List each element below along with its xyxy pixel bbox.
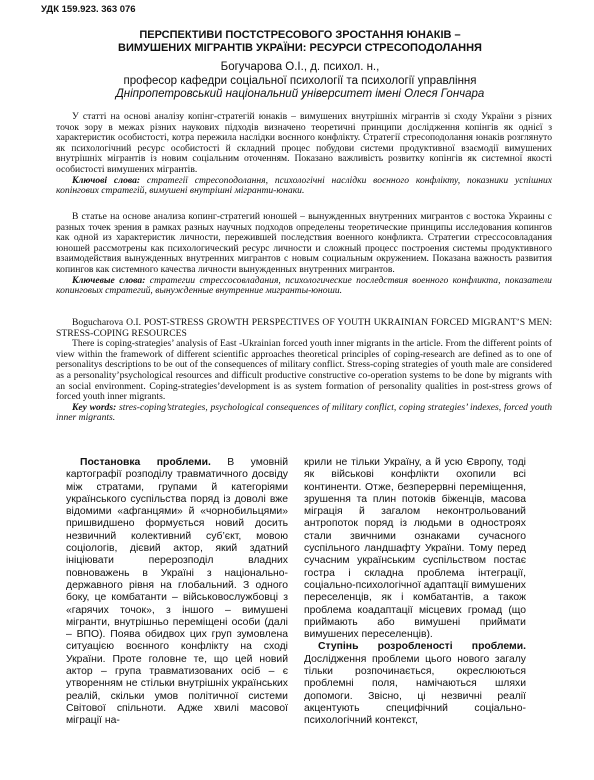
- abstract-english: [56, 318, 552, 424]
- keywords-en: [56, 403, 552, 424]
- abstract-en-text: There is coping-strategies’ analysis of East -Ukrainian forced youth inner migrants in the article. From the different points of view within the framework of different scientific approaches theoretical principles of coping-research are defined as to one of personalitys descriptions to be out of the consequences of military conflict. Stress-coping strategies of youth male are considered as a personality’psychological resources and difficult productive constructive co-operation systems to be done by migrants with an social environment. Coping-strategies’development is as system formation of personality qualities in post-stress grows of forced youth inner migrants.: [56, 338, 552, 403]
- keywords-en-label: Key words:: [72, 401, 117, 413]
- continuation-paragraph: крили не тільки Україну, а й усю Європу, тоді як військові конфлікти охопили всі континенти. Отже, безперервні переміщення, зрушення та плин потоків біженців, масова міграція й загалом неконтрольований антропоток поряд із людьми в одностроях стали звичними ознаками сучасного суспільного ландшафту України. Тому перед сучасним українським суспільством постає гостра і складна проблема інтеграції, соціально-психологічної адаптації вимушених переселенців, як і комбатантів, а також проблема коадаптації місцевих громад (що приймають або вимушені приймати вимушених переселенців).: [304, 457, 526, 641]
- problem-statement-text: В умовній картографії розподілу травматичного досвіду між стратами, групами й категоріями українського суспільства поряд із доволі вже відомими «афганцями» й «чорнобильцями» пришвидшено формується новий досить незвичний колективний суб’єкт, мовою соціологів, дієвий актор, який здатний ініціювати перерозподіл владних повноважень в Україні з національно-державного рівня на глобальний. З одного боку, це комбатанти – військовослужбовці з «гарячих точок», з іншого – вимушені мігранти, внутрішньо переміщені особи (далі – ВПО). Поява обидвох цих груп зумовлена ситуацією воєнного конфлікту на сході України. Проте головне те, що цей новий актор – група травматизованих осіб – є утворенням не стільки внутрішніх українських реалій, скільки умов політичної системи Світової спільноти. Адже хвилі масової міграції на-: [66, 457, 288, 727]
- author-block: [60, 61, 540, 102]
- section-heading-research-degree: Ступінь розробленості проблеми.: [318, 641, 526, 653]
- abstract-ukrainian: [56, 112, 552, 197]
- abstract-uk-text: У статті на основі аналізу копінг-стратегій юнаків – вимушених внутрішніх мігрантів зі сходу України з різних точок зору в межах різних наукових підходів визначено теоретичні принципи дослідження копінгів як однієї з характеристик особистості, котра пережила наслідки воєнного конфлікту. Стратегії стресоподолання юнаків розглянуто як психологічний ресурс особистості й складний процес побудови системи продуктивної взаємодії вимушених внутрішніх мігрантів із новим соціальним оточенням. Показано важливість розвитку копінгів як системної якості особистості вимушених мігрантів.: [56, 111, 552, 175]
- body-column-left: [66, 457, 288, 728]
- keywords-uk-text: стратегії стресоподолання, психологічні наслідки воєнного конфлікту, показники успішних копінгових стратегій, вимушені внутрішні мігранти-юнаки.: [56, 174, 553, 197]
- keywords-ru-label: Ключевые слова:: [72, 274, 146, 286]
- abstract-en-title: Bogucharova O.I. POST-STRESS GROWTH PERSPECTIVES OF YOUTH UKRAINIAN FORCED MIGRANT’S MEN: STRESS-COPING RESOURCES: [56, 317, 552, 339]
- abstract-ru-text: В статье на основе анализа копинг-стратегий юношей – вынужденных внутренних мигрантов с востока Украины с разных точек зрения в рамках разных научных подходов определены теоретические принципы исследования копингов как одной из характеристик личности, пережившей последствия военного конфликта. Стратегии стрессосовладания юношей рассмотрены как психологический ресурс личности и сложный процесс построения системы продуктивного взаимодействия вынужденных внутренних мигрантов с новым социальным окружением. Показана важность развития копингов как системного качества личности вынужденных внутренних мигрантов.: [56, 211, 552, 275]
- keywords-uk-label: Ключові слова:: [72, 174, 141, 186]
- author-position: професор кафедри соціальної психології та психології управління: [123, 74, 477, 87]
- keywords-ru: [56, 276, 552, 297]
- title-line-2: ВИМУШЕНИХ МІГРАНТІВ УКРАЇНИ: РЕСУРСИ СТРЕСОПОДОЛАННЯ: [118, 41, 482, 54]
- keywords-ru-text: стратегии стрессосовладания, психологические последствия военного конфликта, показатели копинговых стратегий, вынужденные внутренние мигранты-юноши.: [56, 274, 552, 297]
- udk-code: УДК 159.923. 363 076: [41, 4, 136, 15]
- title-line-1: ПЕРСПЕКТИВИ ПОСТСТРЕСОВОГО ЗРОСТАННЯ ЮНАКІВ –: [139, 29, 461, 41]
- research-degree-text: Дослідження проблеми цього нового загалу тільки розпочинається, окреслюються проблемні поля, намічаються шляхи допомоги. Звісно, ці незвичні реалії акцентують специфічний соціально-психологічний контекст,: [304, 653, 526, 727]
- body-column-right: [304, 457, 526, 728]
- research-degree-paragraph: [304, 641, 526, 727]
- author-name: Богучарова О.І., д. психол. н.,: [220, 61, 380, 73]
- keywords-uk: [56, 176, 552, 197]
- article-title: [60, 29, 540, 54]
- abstract-russian: [56, 212, 552, 297]
- problem-statement-paragraph: [66, 457, 288, 728]
- author-affiliation: Дніпропетровський національний університет імені Олеся Гончара: [115, 88, 485, 100]
- keywords-en-text: stres-coping’strategies, psychological consequences of military conflict, coping strategies’ indexes, forced youth inner migrants.: [56, 401, 553, 424]
- section-heading-problem: Постановка проблеми.: [80, 457, 211, 468]
